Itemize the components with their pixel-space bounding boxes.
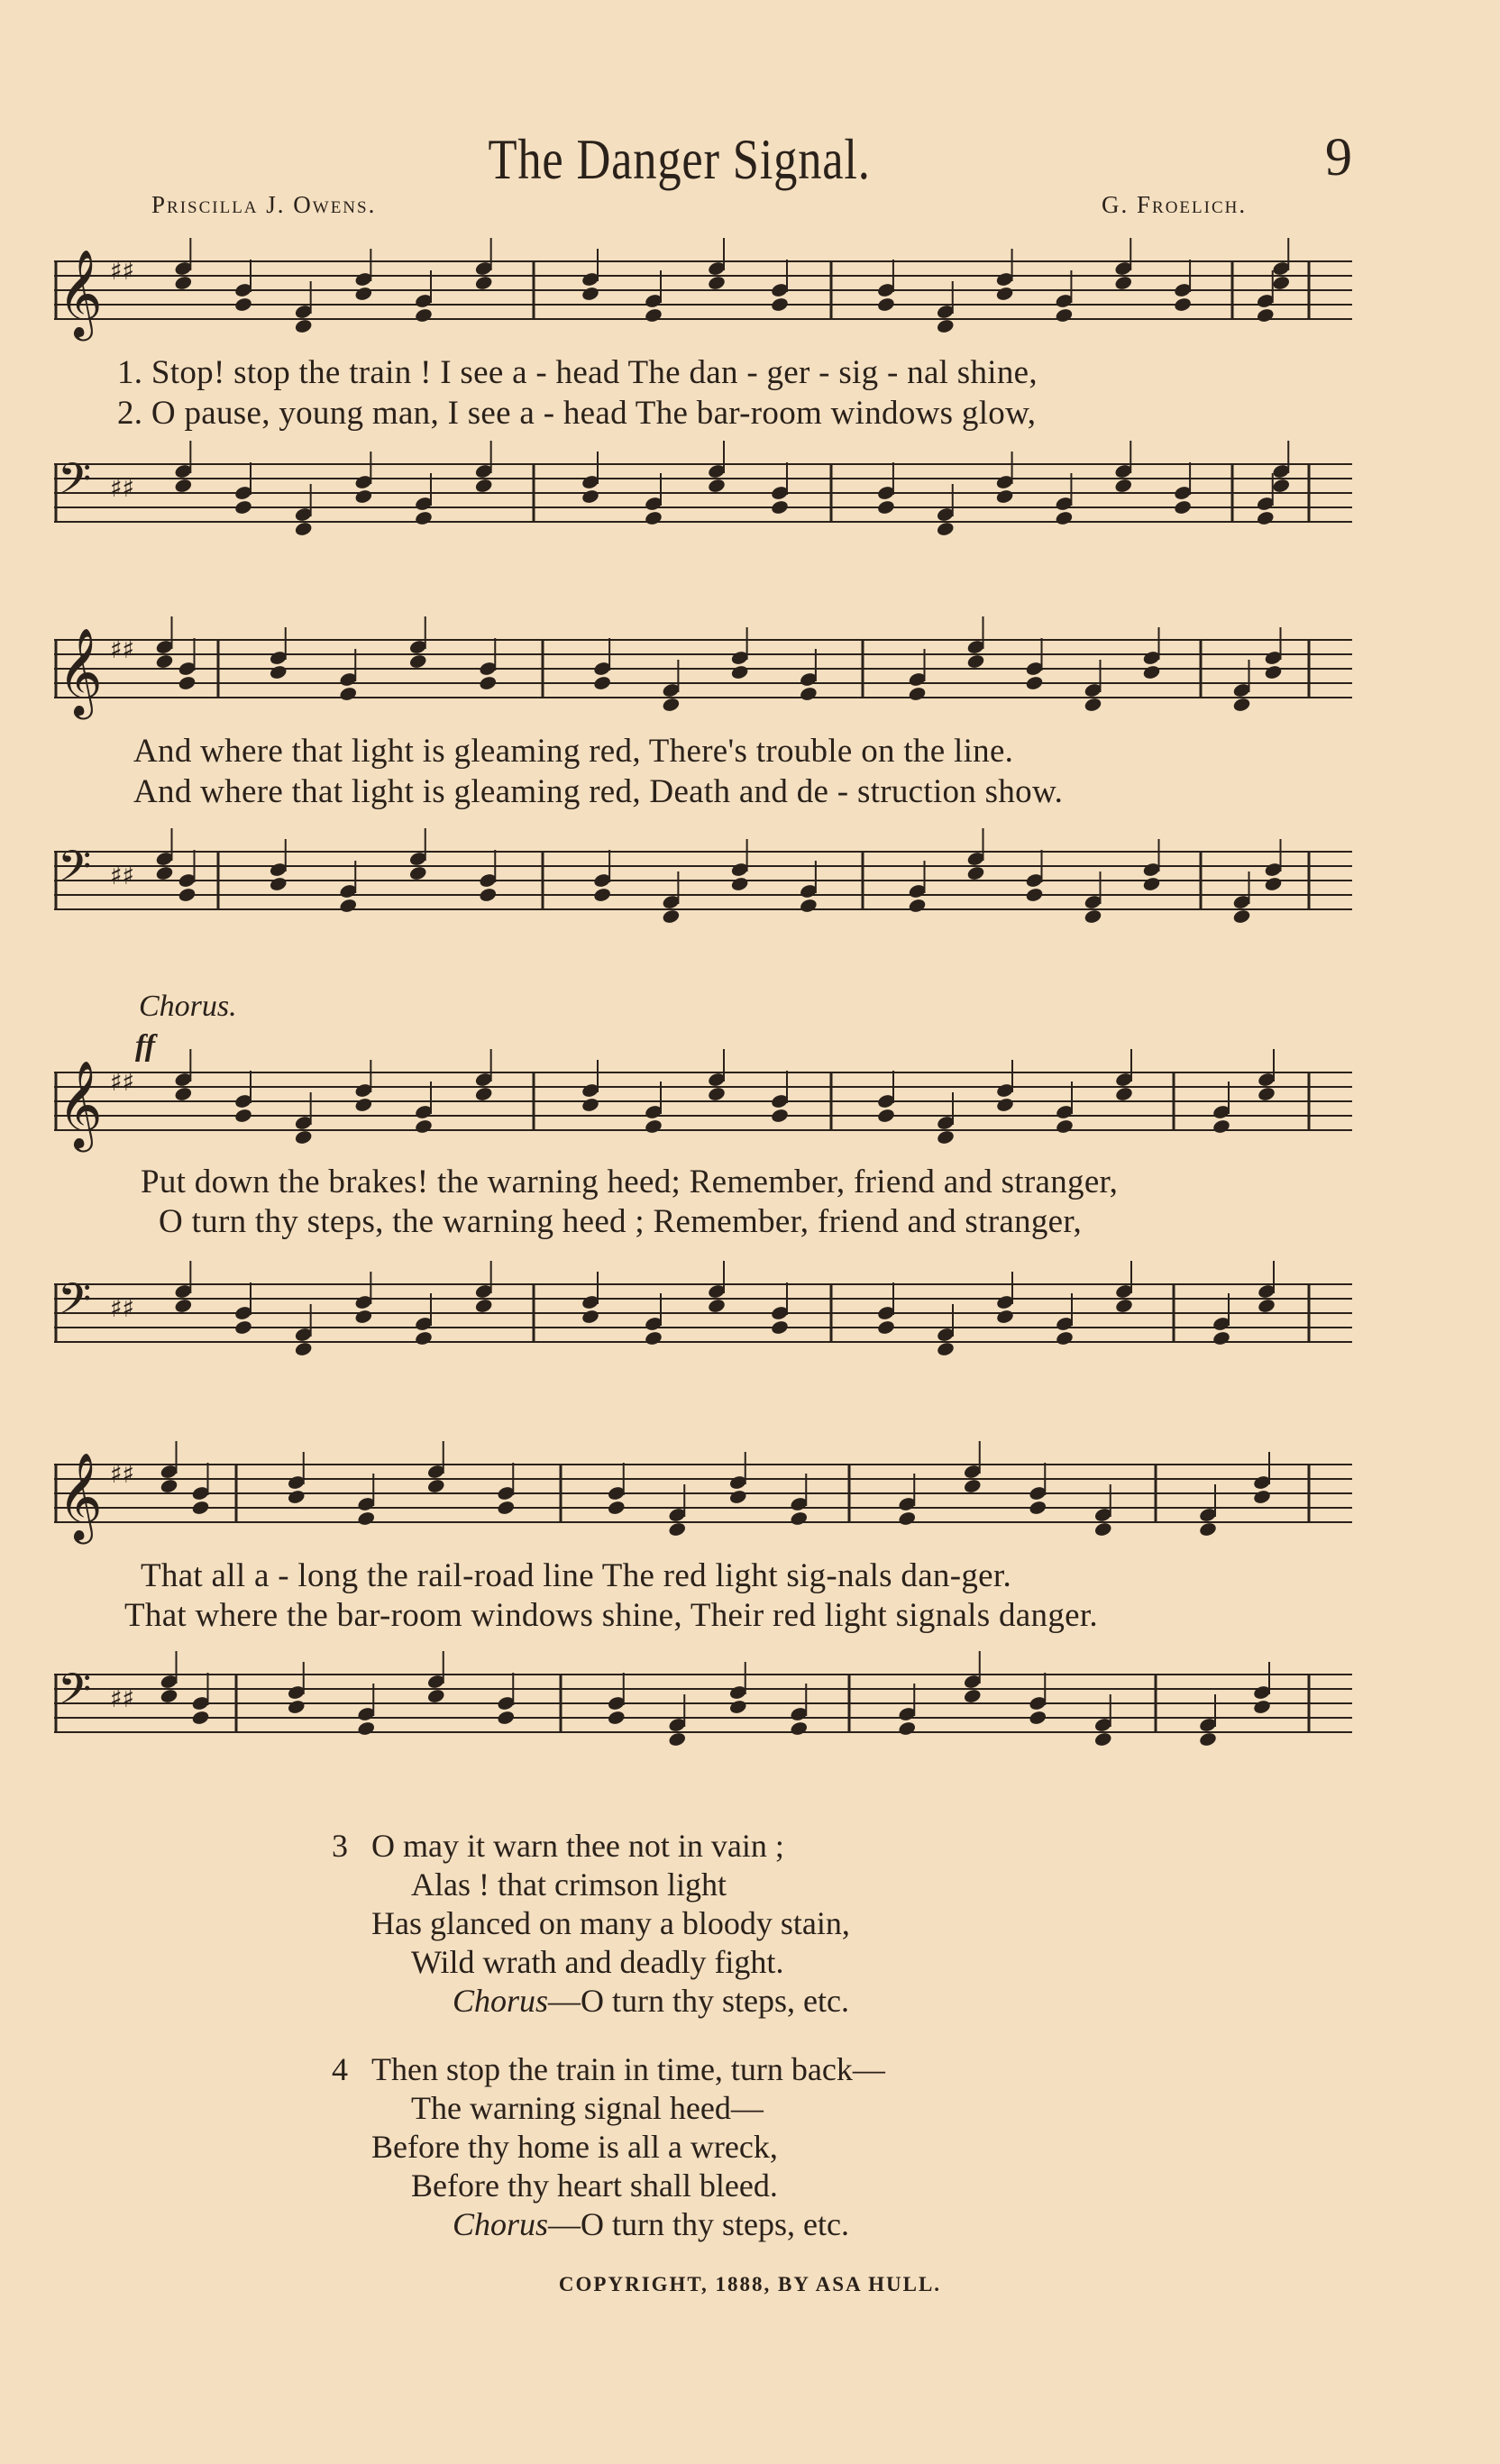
lyric-line-2-verse-1: And where that light is gleaming red, There's trouble on the line. — [133, 733, 1014, 770]
staff-lines — [54, 1675, 1352, 1732]
treble-clef-icon: 𝄞 — [58, 249, 103, 337]
note-heads — [174, 238, 1291, 334]
bass-staff-3 — [54, 1275, 1361, 1356]
verse-3-line-4: Wild wrath and deadly fight. — [411, 1944, 784, 1980]
bass-clef-icon: 𝄢 — [58, 1664, 92, 1725]
lyric-line-2-verse-2: And where that light is gleaming red, Death and de - struction show. — [133, 773, 1064, 810]
treble-clef-icon: 𝄞 — [58, 627, 103, 716]
key-signature-sharps-icon: ♯♯ — [110, 1293, 135, 1323]
lyric-line-1-verse-1: 1. Stop! stop the train ! I see a - head The dan - ger - sig - nal shine, — [117, 354, 1038, 391]
note-heads — [174, 441, 1291, 537]
composer-credit: G. Froelich. — [1102, 191, 1248, 218]
verse-4-line-3: Before thy home is all a wreck, — [371, 2129, 778, 2165]
treble-clef-icon: 𝄞 — [58, 1060, 103, 1148]
copyright-notice: COPYRIGHT, 1888, BY ASA HULL. — [558, 2273, 942, 2295]
verse-3-line-2: Alas ! that crimson light — [411, 1866, 727, 1903]
verse-4-line-2: The warning signal heed— — [411, 2090, 764, 2126]
verse-4-chorus-label: Chorus — [453, 2206, 549, 2242]
treble-clef-icon: 𝄞 — [58, 1452, 103, 1540]
bass-staff-2 — [54, 843, 1361, 924]
note-heads — [155, 828, 1283, 925]
key-signature-sharps-icon: ♯♯ — [110, 634, 135, 664]
chorus-label: Chorus. — [139, 990, 237, 1023]
verse-3-line-3: Has glanced on many a bloody stain, — [371, 1905, 850, 1941]
dynamic-marking: ff — [135, 1029, 156, 1063]
page-number: 9 — [1325, 127, 1352, 187]
lyric-line-4-verse-2: That where the bar-room windows shine, Their red light signals danger. — [124, 1597, 1098, 1634]
verse-4-chorus-ref — [453, 2205, 849, 2243]
note-heads — [155, 616, 1283, 713]
treble-staff-3 — [54, 1060, 1361, 1148]
key-signature-sharps-icon: ♯♯ — [110, 473, 135, 503]
bass-staff-1 — [54, 455, 1361, 536]
verse-4-chorus-text: —O turn thy steps, etc. — [548, 2206, 849, 2242]
lyric-line-3-verse-2: O turn thy steps, the warning heed ; Remember, friend and stranger, — [159, 1203, 1083, 1240]
verse-4-line-4: Before thy heart shall bleed. — [411, 2167, 778, 2204]
lyric-line-1-verse-2: 2. O pause, young man, I see a - head The bar-room windows glow, — [117, 395, 1037, 432]
verse-4-line-1: Then stop the train in time, turn back— — [371, 2051, 885, 2087]
key-signature-sharps-icon: ♯♯ — [110, 1067, 135, 1097]
verse-3-chorus-label: Chorus — [453, 1983, 549, 2019]
verse-3-chorus-text: —O turn thy steps, etc. — [548, 1983, 849, 2019]
verse-4-number: 4 — [332, 2051, 348, 2087]
bass-clef-icon: 𝄢 — [58, 841, 92, 902]
note-heads — [174, 1049, 1276, 1145]
lyricist-credit: Priscilla J. Owens. — [151, 191, 377, 218]
treble-staff-1 — [54, 249, 1361, 337]
key-signature-sharps-icon: ♯♯ — [110, 256, 135, 286]
treble-staff-2 — [54, 627, 1361, 716]
verse-3-chorus-ref — [453, 1982, 849, 2020]
hymn-title: The Danger Signal. — [488, 127, 871, 191]
verse-3-line-1: O may it warn thee not in vain ; — [371, 1828, 784, 1864]
lyric-line-4-verse-1: That all a - long the rail-road line The red light sig-nals dan-ger. — [141, 1557, 1011, 1594]
key-signature-sharps-icon: ♯♯ — [110, 1459, 135, 1489]
note-heads — [160, 1441, 1272, 1538]
key-signature-sharps-icon: ♯♯ — [110, 861, 135, 890]
verse-3-number: 3 — [332, 1828, 348, 1864]
note-heads — [160, 1651, 1272, 1748]
note-heads — [174, 1261, 1276, 1357]
lyric-line-3-verse-1: Put down the brakes! the warning heed; Remember, friend and stranger, — [141, 1164, 1119, 1200]
bass-clef-icon: 𝄢 — [58, 453, 92, 515]
bass-clef-icon: 𝄢 — [58, 1273, 92, 1335]
treble-staff-4 — [54, 1452, 1361, 1540]
key-signature-sharps-icon: ♯♯ — [110, 1684, 135, 1713]
bass-staff-4 — [54, 1665, 1361, 1747]
staff-lines — [54, 1465, 1352, 1522]
